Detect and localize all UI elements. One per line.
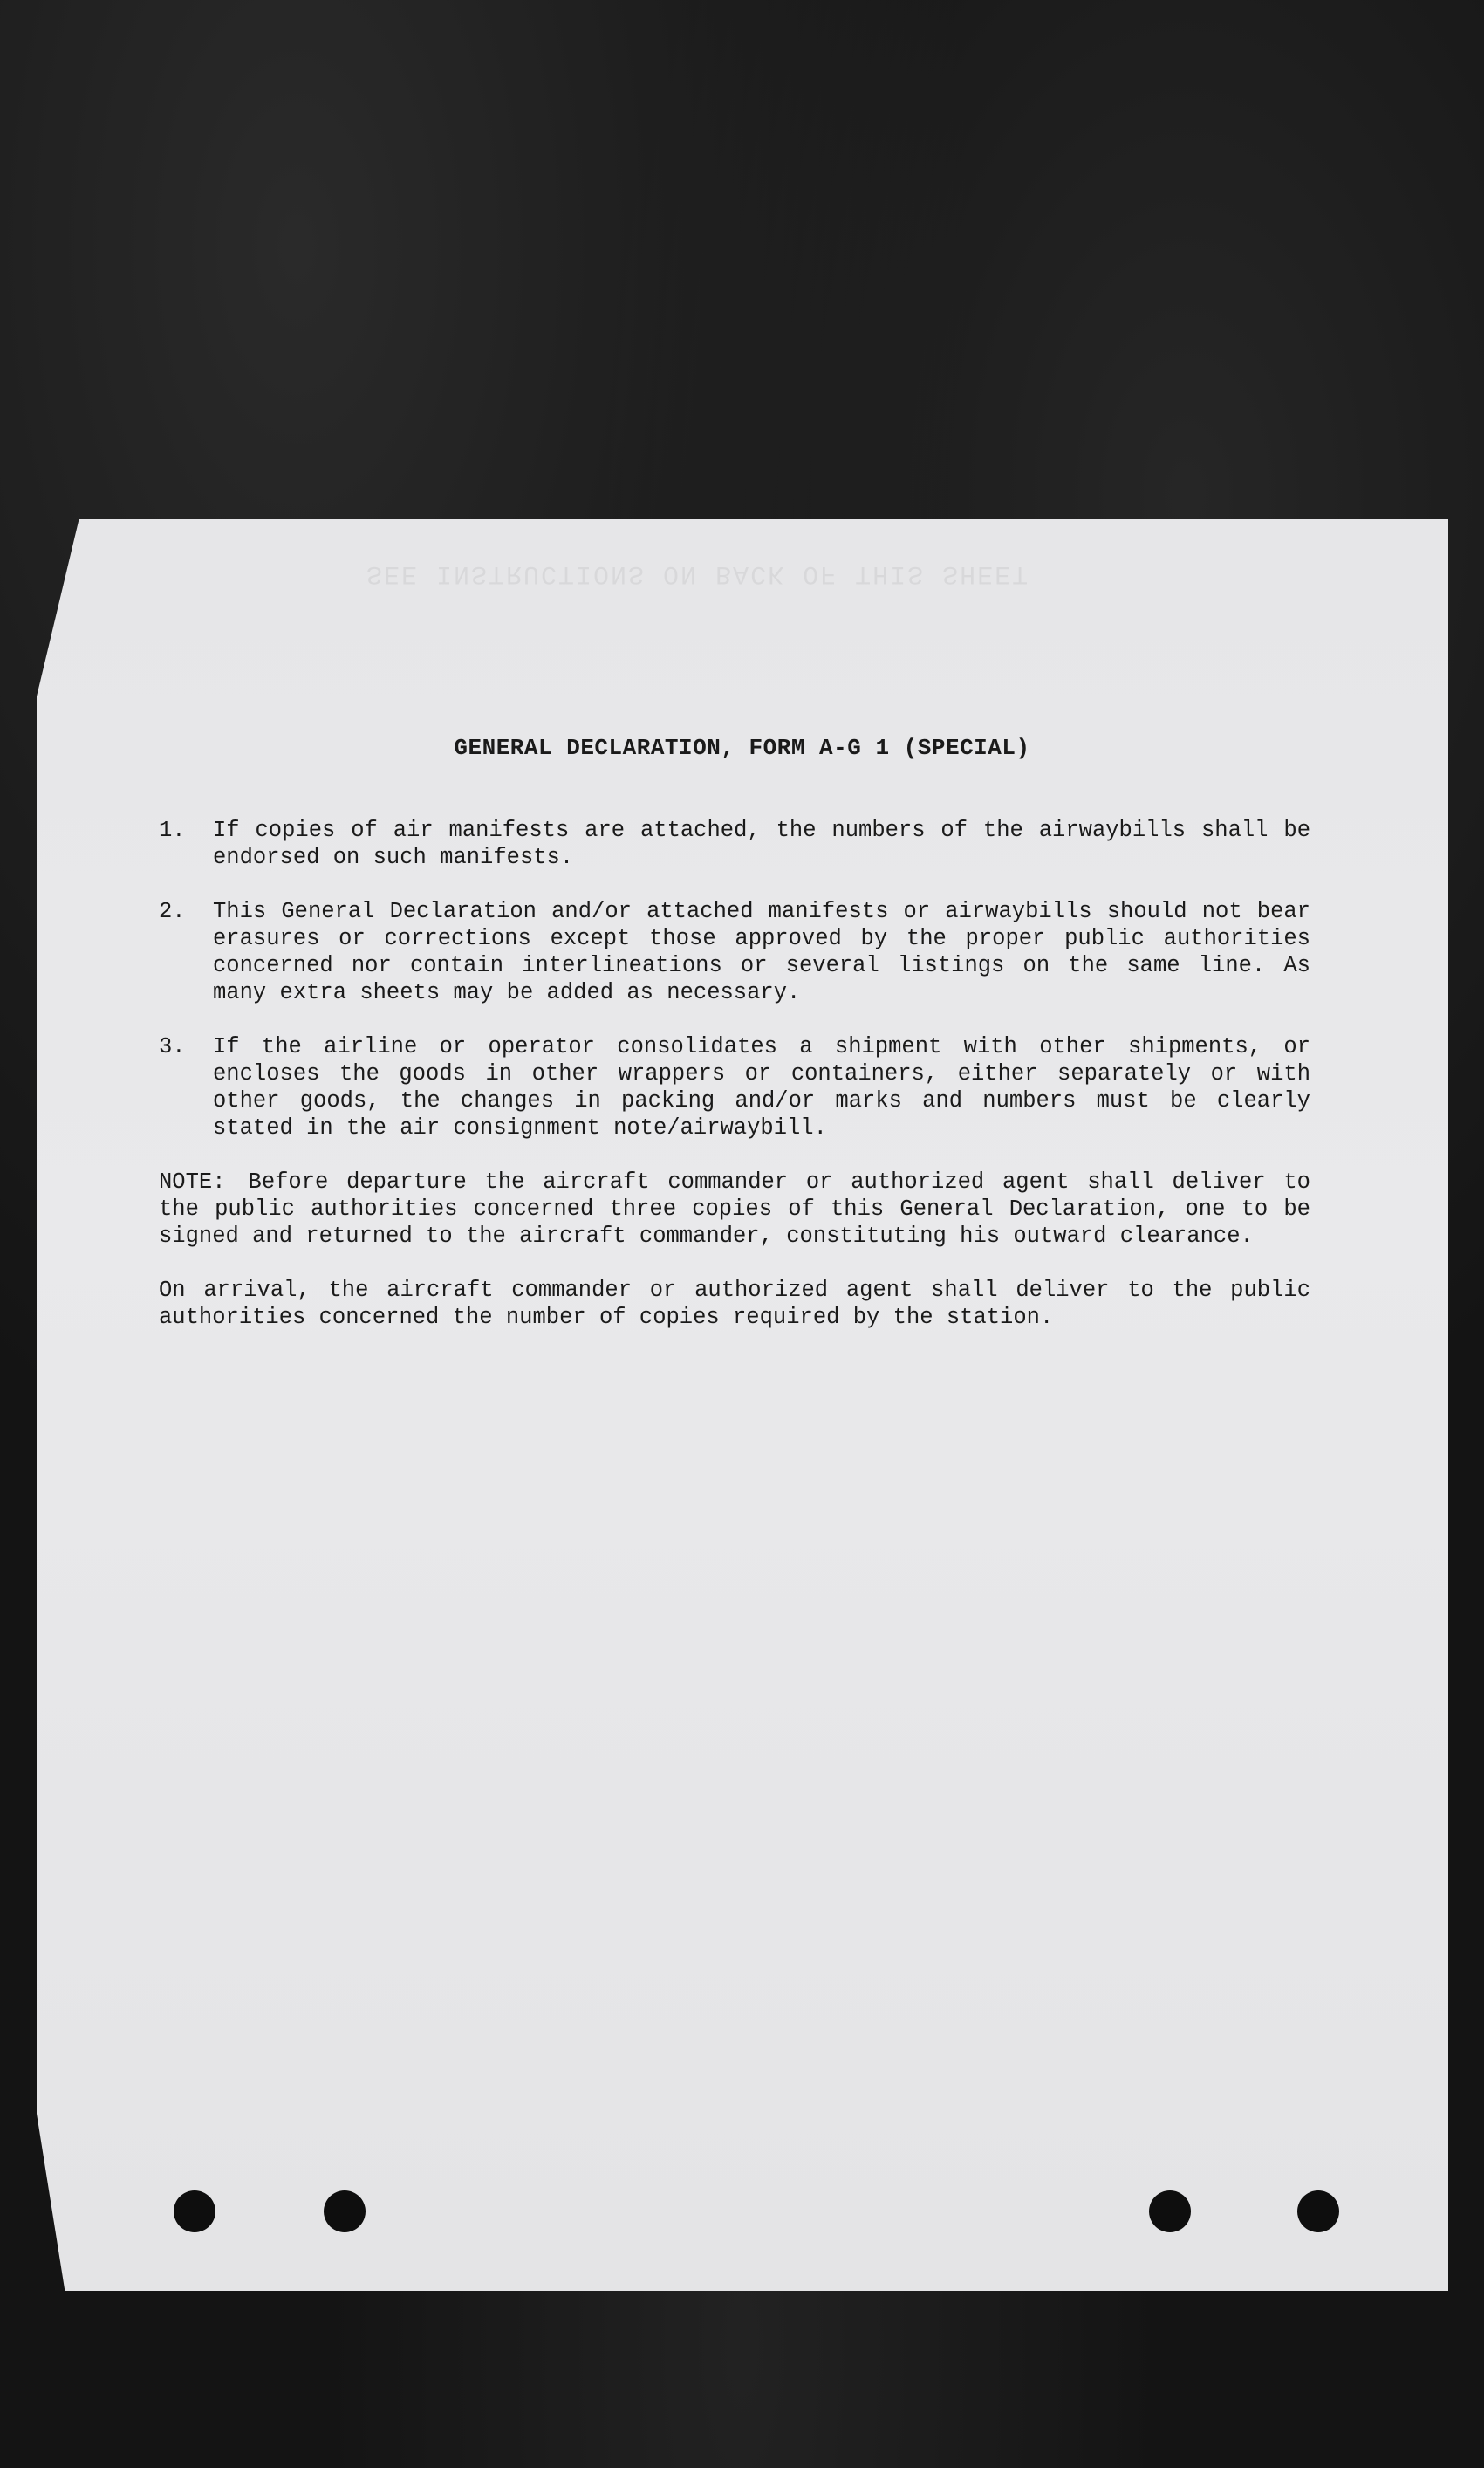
punch-hole xyxy=(1149,2190,1191,2232)
punch-hole xyxy=(174,2190,215,2232)
item-text: If copies of air manifests are attached, the numbers of the airwaybills shall be endorsed on such manifests. xyxy=(213,818,1310,870)
form-title: GENERAL DECLARATION, FORM A-G 1 (SPECIAL) xyxy=(454,735,1030,761)
document-page xyxy=(37,519,1448,2291)
item-number: 1. xyxy=(159,818,186,843)
note-text: Before departure the aircraft commander or authorized agent shall deliver to the public authorities concerned three copies of this General Declaration, one to be signed and returned to the aircraft commander, constituting his outward clearance. xyxy=(159,1169,1310,1249)
note-paragraph xyxy=(159,1169,1310,1250)
item-number: 2. xyxy=(159,899,186,924)
note-label: NOTE: xyxy=(159,1169,226,1195)
arrival-paragraph: On arrival, the aircraft commander or authorized agent shall deliver to the public authorities concerned the number of copies required by the station. xyxy=(159,1278,1310,1330)
item-number: 3. xyxy=(159,1034,186,1059)
instruction-item-3 xyxy=(159,1033,1310,1141)
bleed-through-text: SEE INSTRUCTIONS ON BACK OF THIS SHEET xyxy=(366,559,1030,588)
instruction-item-1 xyxy=(159,817,1310,871)
item-text: If the airline or operator consolidates a shipment with other shipments, or encloses the goods in other wrappers or containers, either separately or with other goods, the changes in packing and/or marks and numbers must be clearly stated in the air consignment note/airwaybill. xyxy=(213,1034,1310,1141)
punch-hole xyxy=(324,2190,366,2232)
instruction-item-2 xyxy=(159,898,1310,1006)
punch-hole xyxy=(1297,2190,1339,2232)
item-text: This General Declaration and/or attached manifests or airwaybills should not bear erasures or corrections except those approved by the proper public authorities concerned nor contain interlineations or several listings on the same line. As many extra sheets may be added as necessary. xyxy=(213,899,1310,1005)
instructions-body xyxy=(159,817,1310,1358)
